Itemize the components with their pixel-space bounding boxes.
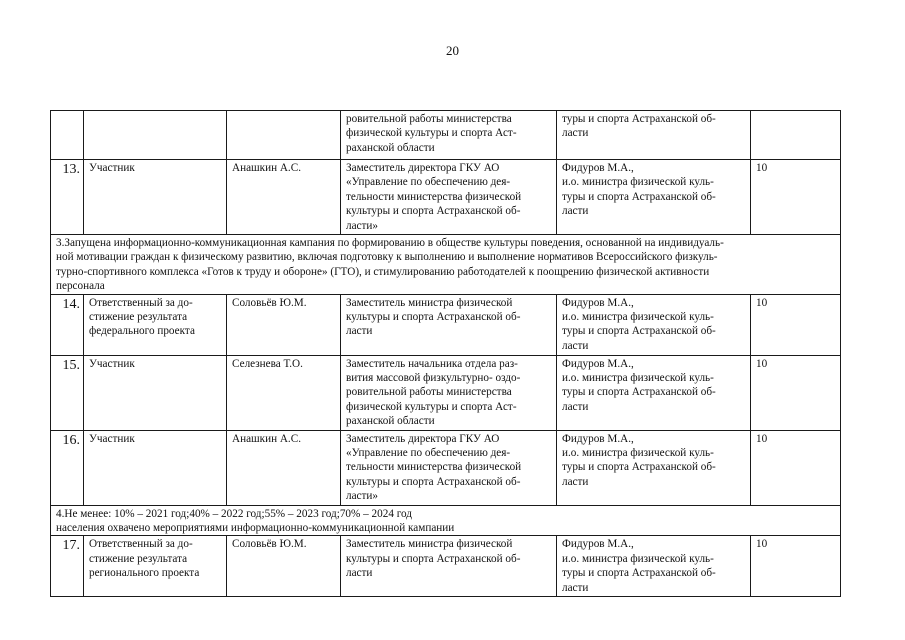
approver-cell: Фидуров М.А., и.о. министра физической куль- туры и спорта Астраханской об- ласти <box>557 430 751 505</box>
position-cell: Заместитель начальника отдела раз- вития массовой физкультурно- оздо- ровительной работы министерства физической культуры и спорта Аст- раханской области <box>341 355 557 430</box>
num-cell: 14. <box>51 294 84 355</box>
num-cell <box>51 111 84 160</box>
name-cell: Анашкин А.С. <box>227 430 341 505</box>
load-cell: 10 <box>751 430 841 505</box>
name-cell <box>227 111 341 160</box>
role-cell: Участник <box>84 160 227 235</box>
section-heading: 3.Запущена информационно-коммуникационная кампания по формированию в обществе культуры поведения, основанной на индивидуаль- ной мотивации граждан к физическому развитию, включая подготовку к выполнению и выполнение нормативов Всероссийского физкуль- турно-спортивного комплекса «Готов к труду и обороне» (ГТО), и стимулированию работодателей к поощрению физической активности персонала <box>51 235 841 295</box>
table-row <box>51 111 841 160</box>
num-cell: 15. <box>51 355 84 430</box>
approver-cell: Фидуров М.А., и.о. министра физической куль- туры и спорта Астраханской об- ласти <box>557 160 751 235</box>
approver-cell: Фидуров М.А., и.о. министра физической куль- туры и спорта Астраханской об- ласти <box>557 536 751 597</box>
approver-cell: туры и спорта Астраханской об- ласти <box>557 111 751 160</box>
role-cell: Участник <box>84 430 227 505</box>
name-cell: Селезнева Т.О. <box>227 355 341 430</box>
position-cell: Заместитель министра физической культуры и спорта Астраханской об- ласти <box>341 536 557 597</box>
role-cell: Ответственный за до- стижение результата федерального проекта <box>84 294 227 355</box>
position-cell: Заместитель директора ГКУ АО «Управление по обеспечению дея- тельности министерства физической культуры и спорта Астраханской об- ласти» <box>341 430 557 505</box>
approver-cell: Фидуров М.А., и.о. министра физической куль- туры и спорта Астраханской об- ласти <box>557 355 751 430</box>
role-cell: Ответственный за до- стижение результата регионального проекта <box>84 536 227 597</box>
role-cell <box>84 111 227 160</box>
num-cell: 17. <box>51 536 84 597</box>
position-cell: ровительной работы министерства физической культуры и спорта Аст- раханской области <box>341 111 557 160</box>
section-heading: 4.Не менее: 10% – 2021 год;40% – 2022 год;55% – 2023 год;70% – 2024 год населения охвачено мероприятиями информационно-коммуникационной кампании <box>51 505 841 536</box>
table-row <box>51 536 841 597</box>
role-cell: Участник <box>84 355 227 430</box>
table-row <box>51 294 841 355</box>
section-row <box>51 235 841 295</box>
table-row <box>51 430 841 505</box>
num-cell: 13. <box>51 160 84 235</box>
load-cell: 10 <box>751 355 841 430</box>
position-cell: Заместитель министра физической культуры и спорта Астраханской об- ласти <box>341 294 557 355</box>
table-row <box>51 160 841 235</box>
section-row <box>51 505 841 536</box>
table-row <box>51 355 841 430</box>
load-cell: 10 <box>751 294 841 355</box>
position-cell: Заместитель директора ГКУ АО «Управление по обеспечению дея- тельности министерства физической культуры и спорта Астраханской об- ласти» <box>341 160 557 235</box>
page-number: 20 <box>446 43 459 58</box>
name-cell: Анашкин А.С. <box>227 160 341 235</box>
name-cell: Соловьёв Ю.М. <box>227 536 341 597</box>
approver-cell: Фидуров М.А., и.о. министра физической куль- туры и спорта Астраханской об- ласти <box>557 294 751 355</box>
num-cell: 16. <box>51 430 84 505</box>
load-cell: 10 <box>751 160 841 235</box>
responsibility-table <box>50 110 841 597</box>
name-cell: Соловьёв Ю.М. <box>227 294 341 355</box>
load-cell: 10 <box>751 536 841 597</box>
load-cell <box>751 111 841 160</box>
